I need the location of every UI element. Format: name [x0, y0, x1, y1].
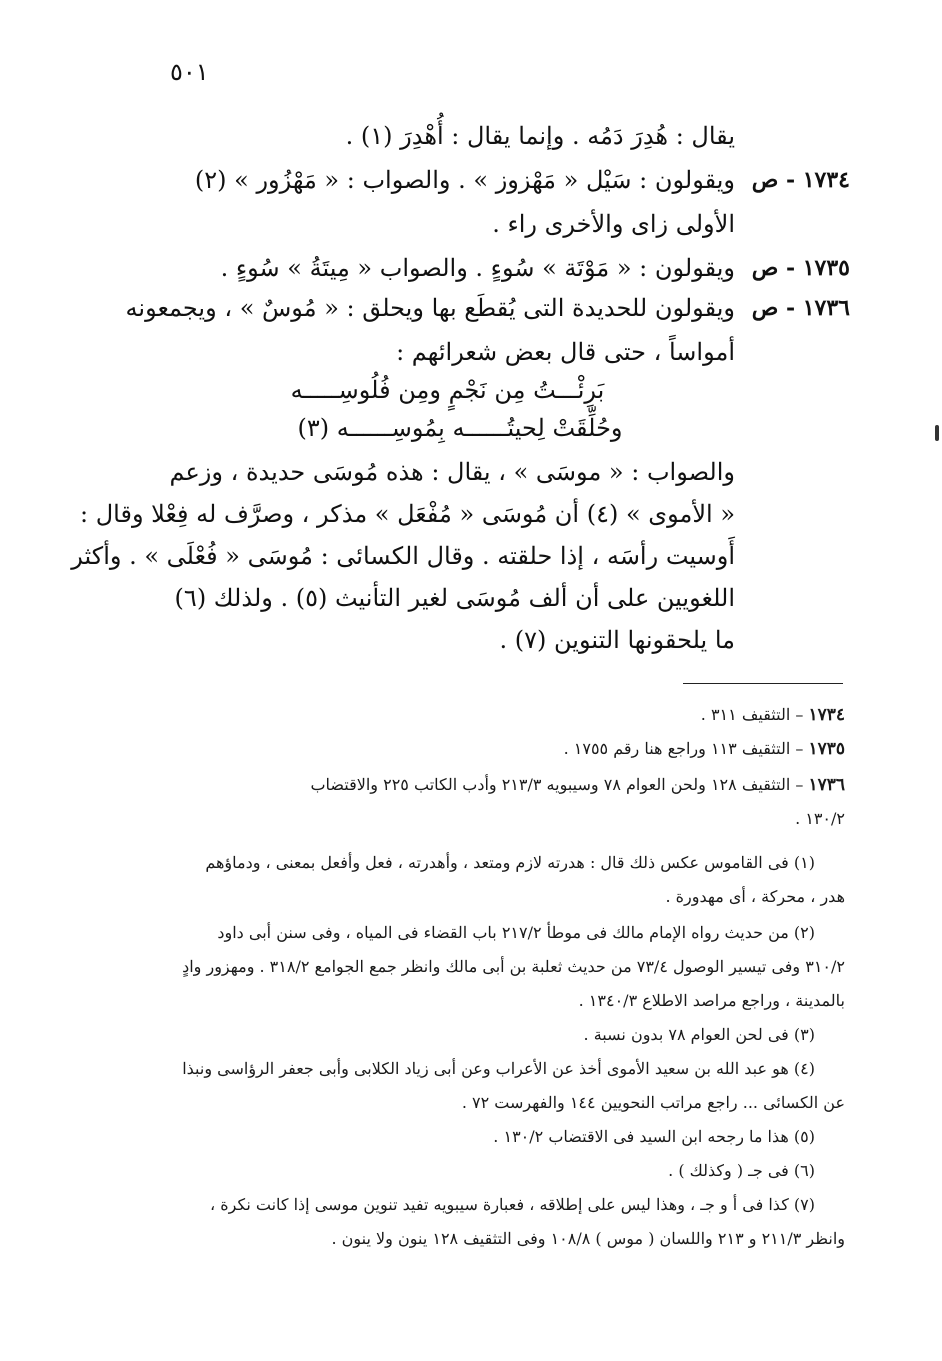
text-line: ما يلحقونها التنوين (٧) .: [499, 626, 735, 654]
reference-number: ١٧٣٦: [808, 775, 845, 795]
reference-text: – التثقيف ١١٣ وراجع هنا رقم ١٧٥٥ .: [563, 739, 804, 758]
verse-line: وحُلِّقَتْ لِحيتُــــــه بِمُوسِــــــه (٣): [297, 414, 623, 442]
entry-number: ١٧٣٥ - ص: [751, 255, 850, 281]
text-line: أمواساً ، حتى قال بعض شعرائهم :: [396, 338, 735, 366]
footnote-4-cont: عن الكسائى ... راجع مراتب النحويين ١٤٤ والفهرست ٧٢ .: [461, 1093, 845, 1112]
footnote-separator: [683, 683, 843, 684]
text-line: « الأموى » (٤) أن مُوسَى « مُفْعَل » مذكر ، وصرَّف له فِعْلا وقال :: [80, 500, 735, 528]
entry-text: ويقولون : « مَوْتَة » سُوءٍ . والصواب « مِيتَةُ » سُوءٍ .: [220, 254, 735, 282]
reference-continuation: ١٣٠/٢ .: [795, 809, 845, 828]
reference-1736: [140, 770, 845, 800]
reference-text: – التثقيف ١٢٨ ولحن العوام ٧٨ وسيبويه ٢١٣/٣ وأدب الكاتب ٢٢٥ والاقتضاب: [310, 775, 804, 794]
entry-number: ١٧٣٤ - ص: [751, 167, 850, 193]
text-line: يقال : هُدِرَ دَمُه . وإنما يقال : أُهْدِرَ (١) .: [345, 122, 735, 150]
verse-line: بَرِئْـــتُ مِن نَجْمٍ ومِن فُلُوسِـــــه: [290, 376, 605, 404]
entry-number: ١٧٣٦ - ص: [751, 295, 850, 321]
text-line: أَوسيت رأسَه ، إذا حلقته . وقال الكسائى : مُوسَى « فُعْلَى » . وأكثر: [71, 542, 735, 570]
reference-1734: [145, 700, 845, 730]
reference-number: ١٧٣٤: [808, 705, 845, 725]
footnote-4: (٤) هو عبد الله بن سعيد الأموى أخذ عن الأعراب وعن أبى زياد الكلابى وأبى جعفر الرؤاسى ونبذا: [182, 1059, 815, 1078]
reference-1735: [145, 734, 845, 764]
footnote-1-cont: هدر ، محركة ، أى مهدورة .: [665, 887, 845, 906]
footnote-2-cont: ٣١٠/٢ وفى تيسير الوصول ٧٣/٤ من حديث ثعلبة بن أبى مالك وانظر جمع الجوامع ٣١٨/٢ . ومهزور وادٍ: [182, 957, 845, 976]
entry-text: ويقولون للحديدة التى يُقطَع بها ويحلق : « مُوسٌ » ، ويجمعونه: [125, 294, 735, 322]
footnote-2-cont: بالمدينة ، وراجع مراصد الاطلاع ١٣٤٠/٣ .: [578, 991, 845, 1010]
footnote-2: (٢) من حديث رواه الإمام مالك فى موطأ ٢١٧/٢ باب القضاء فى المياه ، وفى سنن أبى داود: [217, 923, 815, 942]
entry-text: ويقولون : سَيْل « مَهْزوز » . والصواب : « مَهْزُور » (٢): [194, 166, 735, 194]
text-line: اللغويين على أن ألف مُوسَى لغير التأنيث (٥) . ولذلك (٦): [174, 584, 735, 612]
text-line: الأولى زاى والأخرى راء .: [492, 210, 735, 238]
margin-mark: [935, 425, 939, 441]
page-number: ٥٠١: [170, 58, 209, 86]
footnote-1: (١) فى القاموس عكس ذلك قال : هدرته لازم ومتعد ، وأهدرته ، فعل وأفعل بمعنى ، ودماؤهم: [205, 853, 815, 872]
footnote-7: (٧) كذا فى أ و جـ ، وهذا ليس على إطلاقه ، فعبارة سيبويه تفيد تنوين موسى إذا كانت نكرة ،: [210, 1195, 815, 1214]
reference-number: ١٧٣٥: [808, 739, 845, 759]
footnote-3: (٣) فى لحن العوام ٧٨ بدون نسبة .: [583, 1025, 815, 1044]
footnote-6: (٦) فى جـ ( وكذلك ) .: [668, 1161, 815, 1180]
footnote-5: (٥) هذا ما رجحه ابن السيد فى الاقتضاب ١٣٠/٢ .: [493, 1127, 815, 1146]
text-line: والصواب : « موسَى » ، يقال : هذه مُوسَى حديدة ، وزعم: [169, 458, 735, 486]
reference-text: – التثقيف ٣١١ .: [700, 705, 804, 724]
footnote-7-cont: وانظر ٢١١/٣ و ٢١٣ واللسان ( موس ) ١٠٨/٨ وفى التثقيف ١٢٨ ينون ولا ينون .: [331, 1229, 845, 1248]
